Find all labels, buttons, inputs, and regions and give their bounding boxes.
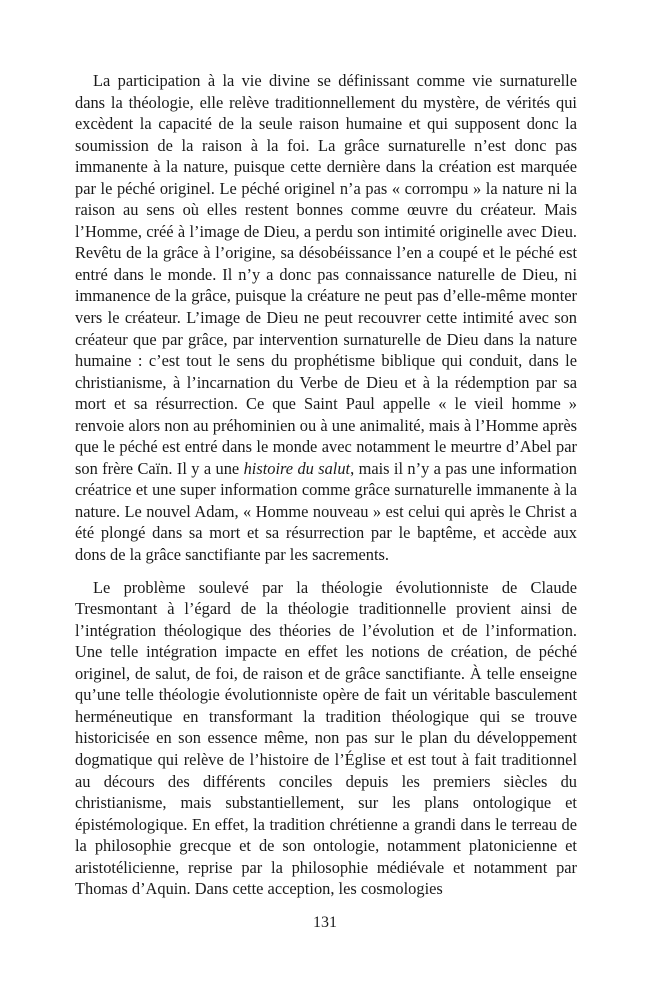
paragraph-2: Le problème soulevé par la théologie évolutionniste de Claude Tresmontant à l’égard de la théologie traditionnelle provient ainsi de l’intégration théologique des théories de l’évolution et de l’information. Une telle intégration impacte en effet les notions de création, de péché originel, de salut, de foi, de raison et de grâce sanctifiante. À telle enseigne qu’une telle théologie évolutionniste opère de fait un véritable basculement herméneutique en transformant la tradition théologique qui se trouve historicisée en son essence même, non pas sur le plan du développement dogmatique qui relève de l’histoire de l’Église et est tout à fait traditionnel au décours des différents conciles depuis les premiers siècles du christianisme, mais substantiellement, sur les plans ontologique et épistémologique. En effet, la tradition chrétienne a grandi dans le terreau de la philosophie grecque et de son ontologie, notamment platonicienne et aristotélicienne, reprise par la philosophie médiévale et notamment par Thomas d’Aquin. Dans cette acception, les cosmologies: [75, 577, 577, 899]
paragraph-1: [75, 70, 577, 566]
page-body: [75, 70, 577, 900]
paragraph-1-text-end: , mais il n’y a pas une information créatrice et une super information comme grâce surnaturelle immanente à la nature. Le nouvel Adam, « Homme nouveau » est celui qui après le Christ a été plongé dans sa mort et sa résurrection par le baptême, et accède aux dons de la grâce sanctifiante par les sacrements.: [75, 458, 577, 565]
page-number: 131: [313, 914, 337, 931]
paragraph-1-emphasis: histoire du salut: [243, 458, 351, 478]
paragraph-1-text-start: La participation à la vie divine se définissant comme vie surnaturelle dans la théologie, elle relève traditionnellement du mystère, de vérités qui excèdent la capacité de la seule raison humaine et qui supposent donc la soumission de la raison à la foi. La grâce surnaturelle n’est donc pas immanente à la nature, puisque cette dernière dans la création est marquée par le péché originel. Le péché originel n’a pas « corrompu » la nature ni la raison au sens où elles restent bonnes comme œuvre du créateur. Mais l’Homme, créé à l’image de Dieu, a perdu son intimité originelle avec Dieu. Revêtu de la grâce à l’origine, sa désobéissance l’en a coupé et le péché est entré dans le monde. Il n’y a donc pas connaissance naturelle de Dieu, ni immanence de la grâce, puisque la créature ne peut pas d’elle-même monter vers le créateur. L’image de Dieu ne peut recouvrer cette intimité avec son créateur que par grâce, par intervention surnaturelle de Dieu dans la nature humaine : c’est tout le sens du prophétisme biblique qui conduit, dans le christianisme, à l’incarnation du Verbe de Dieu et à la rédemption par sa mort et sa résurrection. Ce que Saint Paul appelle « le vieil homme » renvoie alors non au préhominien ou à une animalité, mais à l’Homme après que le péché est entré dans le monde avec notamment le meurtre d’Abel par son frère Caïn. Il y a une: [75, 71, 577, 478]
